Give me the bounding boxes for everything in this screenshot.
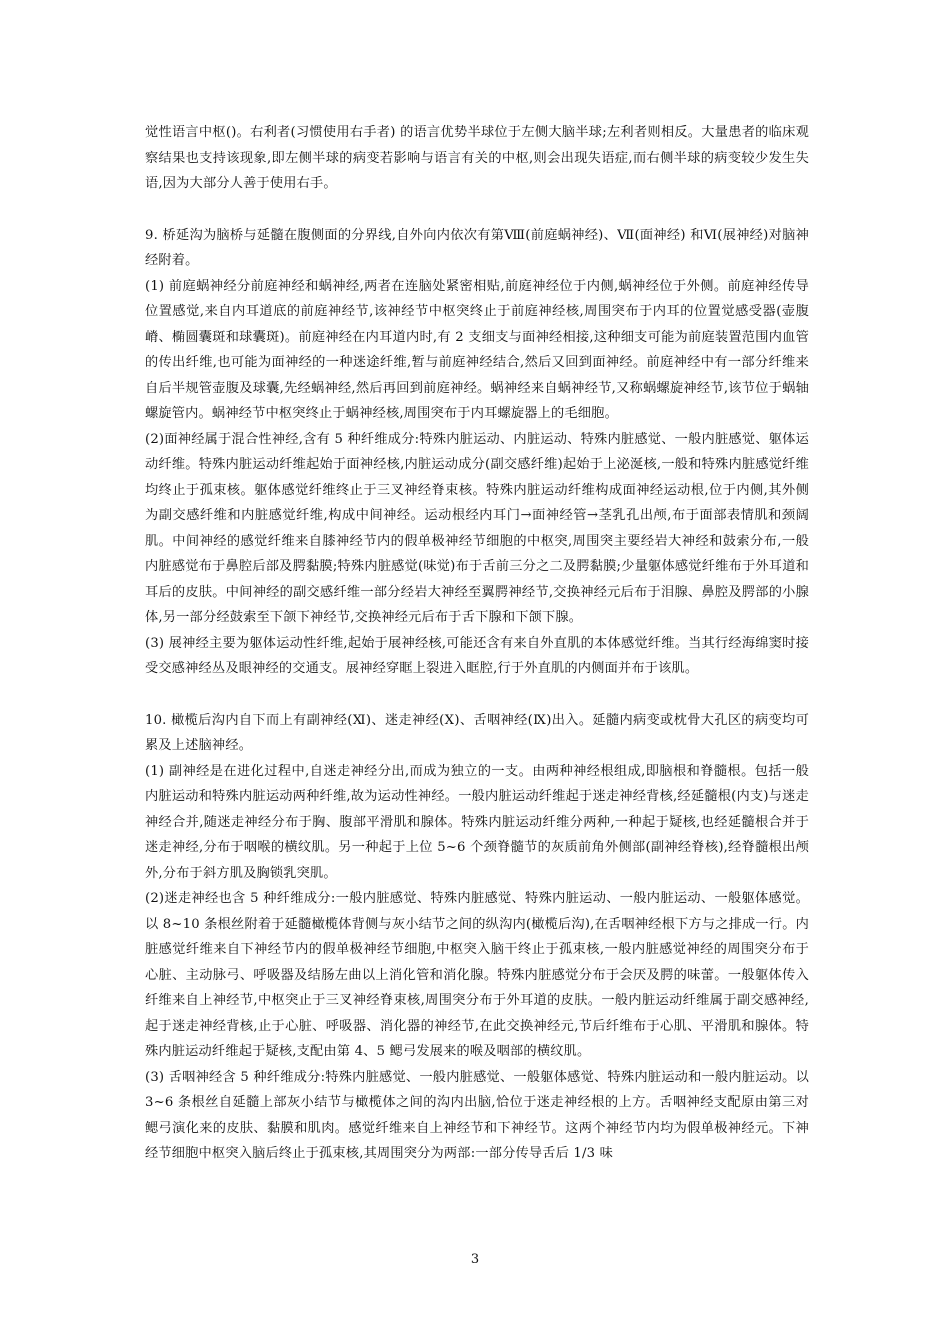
paragraph-gap: [145, 682, 809, 708]
paragraph-vestibulocochlear-nerve: (1) 前庭蜗神经分前庭神经和蜗神经,两者在连脑处紧密相贴,前庭神经位于内侧,蜗神经位于外侧。前庭神经传导位置感觉,来自内耳道底的前庭神经节,该神经节中枢突终止于前庭神经核,周围突布于内耳的位置觉感受器(壶腹嵴、椭圆囊斑和球囊斑)。前庭神经在内耳道内时,有 2 支细支与面神经相接,这种细支可能为前庭装置范围内血管的传出纤维,也可能为面神经的一种迷途纤维,暂与前庭神经结合,然后又回到面神经。前庭神经中有一部分纤维来自后半规管壶腹及球囊,先经蜗神经,然后再回到前庭神经。蜗神经来自蜗神经节,又称蜗螺旋神经节,该节位于蜗轴螺旋管内。蜗神经节中枢突终止于蜗神经核,周围突布于内耳螺旋器上的毛细胞。: [145, 278, 809, 421]
paragraph-glossopharyngeal-nerve: (3) 舌咽神经含 5 种纤维成分:特殊内脏感觉、一般内脏感觉、一般躯体感觉、特殊内脏运动和一般内脏运动。以 3~6 条根丝自延髓上部灰小结节与橄榄体之间的沟内出脑,恰位于迷走神经根的上方。舌咽神经支配原由第三对鳃弓演化来的皮肤、黏膜和肌肉。感觉纤维来自上神经节和下神经节。这两个神经节内均为假单极神经元。下神经节细胞中枢突入脑后终止于孤束核,其周围突分为两部:一部分传导舌后 1/3 味: [145, 1069, 809, 1161]
paragraph-facial-nerve: (2)面神经属于混合性神经,含有 5 种纤维成分:特殊内脏运动、内脏运动、特殊内脏感觉、一般内脏感觉、躯体运动纤维。特殊内脏运动纤维起始于面神经核,内脏运动成分(副交感纤维)起始于上泌涎核,一般和特殊内脏感觉纤维均终止于孤束核。躯体感觉纤维终止于三叉神经脊束核。特殊内脏运动纤维构成面神经运动根,位于内侧,其外侧为副交感纤维和内脏感觉纤维,构成中间神经。运动根经内耳门→面神经管→茎乳孔出颅,布于面部表情肌和颈阔肌。中间神经的感觉纤维来自膝神经节内的假单极神经节细胞的中枢突,周围突主要经岩大神经和鼓索分布,一般内脏感觉布于鼻腔后部及腭黏膜;特殊内脏感觉(味觉)布于舌前三分之二及腭黏膜;少量躯体感觉纤维布于外耳道和耳后的皮肤。中间神经的副交感纤维一部分经岩大神经至翼腭神经节,交换神经元后布于泪腺、鼻腔及腭部的小腺体,另一部分经鼓索至下颌下神经节,交换神经元后布于舌下腺和下颌下腺。: [145, 431, 809, 625]
paragraph-abducens-nerve: (3) 展神经主要为躯体运动性纤维,起始于展神经核,可能还含有来自外直肌的本体感觉纤维。当其行经海绵窦时接受交感神经丛及眼神经的交通支。展神经穿眶上裂进入眶腔,行于外直肌的内侧面并布于该肌。: [145, 635, 809, 676]
paragraph-gap: [145, 197, 809, 223]
paragraph-accessory-nerve: (1) 副神经是在进化过程中,自迷走神经分出,而成为独立的一支。由两种神经根组成,即脑根和脊髓根。包括一般内脏运动和特殊内脏运动两种纤维,故为运动性神经。一般内脏运动纤维起于迷走神经背核,经延髓根(内支)与迷走神经合并,随迷走神经分布于胸、腹部平滑肌和腺体。特殊内脏运动纤维分两种,一种起于疑核,也经延髓根合并于迷走神经,分布于咽喉的横纹肌。另一种起于上位 5~6 个颈脊髓节的灰质前角外侧部(副神经脊核),经脊髓根出颅外,分布于斜方肌及胸锁乳突肌。: [145, 763, 809, 881]
page-body: [145, 120, 809, 1167]
paragraph-vagus-nerve: (2)迷走神经也含 5 种纤维成分:一般内脏感觉、特殊内脏感觉、特殊内脏运动、一般内脏运动、一般躯体感觉。以 8~10 条根丝附着于延髓橄榄体背侧与灰小结节之间的纵沟内(橄榄后沟),在舌咽神经根下方与之排成一行。内脏感觉纤维来自下神经节内的假单极神经节细胞,中枢突入脑干终止于孤束核,一般内脏感觉神经的周围突分布于心脏、主动脉弓、呼吸器及结肠左曲以上消化管和消化腺。特殊内脏感觉分布于会厌及腭的味蕾。一般躯体传入纤维来自上神经节,中枢突止于三叉神经脊束核,周围突分布于外耳道的皮肤。一般内脏运动纤维属于副交感神经,起于迷走神经背核,止于心脏、呼吸器、消化器的神经节,在此交换神经元,节后纤维布于心肌、平滑肌和腺体。特殊内脏运动纤维起于疑核,支配由第 4、5 鳃弓发展来的喉及咽部的横纹肌。: [145, 891, 809, 1059]
paragraph-speech-center: 觉性语言中枢()。右利者(习惯使用右手者) 的语言优势半球位于左侧大脑半球;左利者则相反。大量患者的临床观察结果也支持该现象,即左侧半球的病变若影响与语言有关的中枢,则会出现失语症,而右侧半球的病变较少发生失语,因为大部分人善于使用右手。: [145, 125, 809, 191]
paragraph-item-9-intro: 9. 桥延沟为脑桥与延髓在腹侧面的分界线,自外向内依次有第Ⅷ(前庭蜗神经)、Ⅶ(面神经) 和Ⅵ(展神经)对脑神经附着。: [145, 227, 809, 268]
page-number: 3: [470, 1252, 480, 1267]
paragraph-item-10-intro: 10. 橄榄后沟内自下而上有副神经(Ⅺ)、迷走神经(Ⅹ)、舌咽神经(Ⅸ)出入。延髓内病变或枕骨大孔区的病变均可累及上述脑神经。: [145, 712, 809, 753]
